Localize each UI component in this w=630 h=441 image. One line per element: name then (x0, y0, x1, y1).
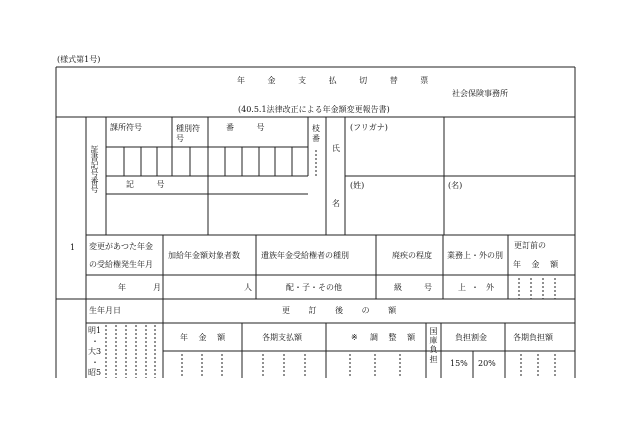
change-date-label-2: の受給権発生年月 (89, 260, 153, 269)
before-amount-label-1: 更訂前の (514, 241, 546, 250)
era-dot-2: ・ (91, 358, 99, 367)
era-taisho: 大3 (88, 347, 102, 356)
era-meiji: 明1 (88, 326, 102, 335)
era-dot-1: ・ (91, 337, 99, 346)
form-subtitle: (40.5.1法律改正による年金額変更報告書) (238, 105, 390, 114)
branch-header: 枝 番 (312, 124, 320, 143)
era-showa: 昭5 (88, 368, 102, 377)
spouse-label: 配・子・その他 (286, 283, 342, 292)
office-name: 社会保険事務所 (452, 89, 508, 98)
disability-label: 廃疾の程度 (392, 251, 432, 260)
periodic-burden-header: 各期負担額 (513, 333, 553, 342)
person-unit: 人 (244, 283, 252, 292)
treasury-label: 国 庫 負 担 (429, 327, 438, 364)
duty-off: 外 (486, 283, 494, 292)
rate-15: 15% (450, 359, 468, 368)
duty-on: 上 (458, 283, 466, 292)
section-code-header: 課所符号 (110, 123, 142, 132)
bereaved-type-label: 遺族年金受給権者の種別 (261, 251, 349, 260)
burden-rate-header: 負担割金 (455, 333, 487, 342)
adjustment-header: 調 整 額 (370, 333, 420, 342)
form-title: 年 金 支 払 切 替 票 (237, 76, 439, 85)
change-date-label-1: 変更があつた年金 (89, 242, 153, 251)
month-unit: 月 (153, 283, 161, 292)
rate-20: 20% (478, 359, 496, 368)
name-label-top: 氏 (332, 144, 340, 153)
name-label-bottom: 名 (332, 199, 340, 208)
year-unit: 年 (118, 283, 126, 292)
duty-label: 業務上・外の別 (447, 251, 503, 260)
furigana-label: (フリガナ) (350, 123, 388, 132)
surname-label: (姓) (350, 181, 365, 190)
grade-unit: 級 (394, 283, 402, 292)
adjust-mark: ※ (351, 333, 358, 342)
given-name-label: (名) (448, 181, 463, 190)
add-count-label: 加給年金額対象者数 (168, 251, 240, 260)
symbol-label: 記 号 (126, 180, 175, 189)
kind-code-header: 種別符 号 (176, 124, 200, 143)
duty-dot: ・ (471, 283, 479, 292)
birth-date-label: 生年月日 (89, 306, 121, 315)
number-header: 番 号 (226, 123, 275, 132)
before-amount-label-2: 年 金 額 (513, 260, 563, 269)
grade-number-unit: 号 (424, 283, 432, 292)
pension-amount-header: 年 金 額 (180, 333, 230, 342)
row-number: 1 (70, 243, 76, 252)
periodic-payment-header: 各期支払額 (262, 333, 302, 342)
cert-label: 証書記号番号 (90, 145, 99, 193)
after-amount-label: 更 訂 後 の 額 (282, 306, 405, 315)
form-number: (様式第1号) (57, 55, 101, 64)
